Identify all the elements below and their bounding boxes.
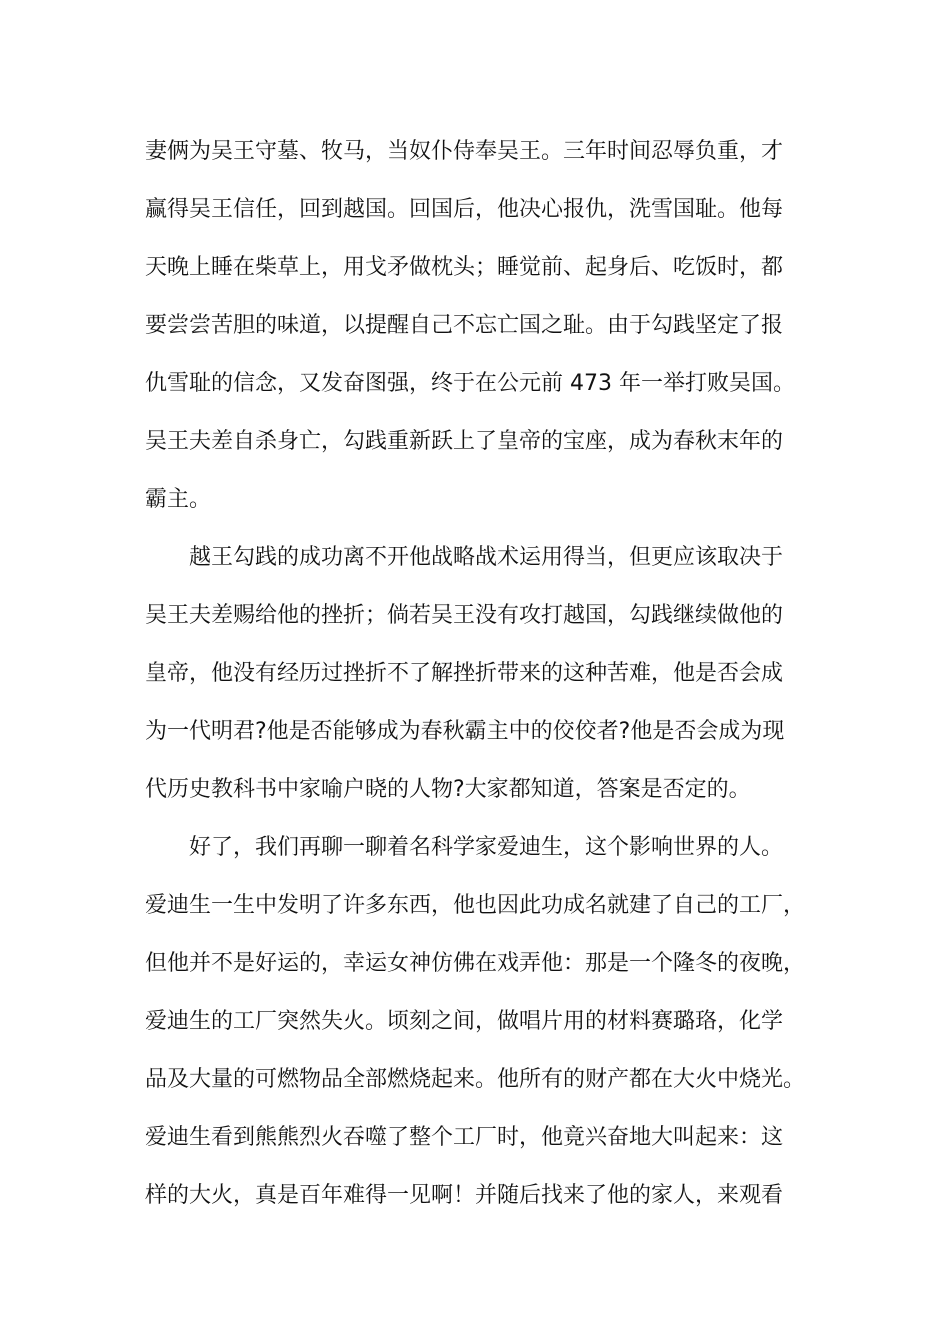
text-line: 爱迪生看到熊熊烈火吞噬了整个工厂时，他竟兴奋地大叫起来：这 [145,1125,784,1150]
text-line: 霸主。 [145,487,212,512]
text-line: 仇雪耻的信念，又发奋图强，终于在公元前 473 年一举打败吴国。 [145,371,795,396]
text-line: 吴王夫差赐给他的挫折；倘若吴王没有攻打越国，勾践继续做他的 [145,603,784,628]
text-line: 吴王夫差自杀身亡，勾践重新跃上了皇帝的宝座，成为春秋末年的 [145,429,784,454]
text-line: 品及大量的可燃物品全部燃烧起来。他所有的财产都在大火中烧光。 [145,1067,806,1092]
text-line: 但他并不是好运的，幸运女神仿佛在戏弄他：那是一个隆冬的夜晚， [145,951,806,976]
paragraph-first-line: 好了，我们再聊一聊着名科学家爱迪生，这个影响世界的人。 [189,835,784,860]
text-line: 天晚上睡在柴草上，用戈矛做枕头；睡觉前、起身后、吃饭时，都 [145,255,784,280]
text-line: 赢得吴王信任，回到越国。回国后，他决心报仇，洗雪国耻。他每 [145,197,784,222]
paragraph-first-line: 越王勾践的成功离不开他战略战术运用得当，但更应该取决于 [189,545,784,570]
text-line: 妻俩为吴王守墓、牧马，当奴仆侍奉吴王。三年时间忍辱负重，才 [145,139,784,164]
text-line: 要尝尝苦胆的味道，以提醒自己不忘亡国之耻。由于勾践坚定了报 [145,313,784,338]
text-line: 代历史教科书中家喻户晓的人物?大家都知道，答案是否定的。 [145,777,751,802]
text-line: 样的大火，真是百年难得一见啊！并随后找来了他的家人，来观看 [145,1183,784,1208]
text-line: 皇帝，他没有经历过挫折不了解挫折带来的这种苦难，他是否会成 [145,661,784,686]
text-line: 爱迪生一生中发明了许多东西，他也因此功成名就建了自己的工厂， [145,893,806,918]
text-line: 为一代明君?他是否能够成为春秋霸主中的佼佼者?他是否会成为现 [145,719,785,744]
text-line: 爱迪生的工厂突然失火。顷刻之间，做唱片用的材料赛璐珞，化学 [145,1009,784,1034]
